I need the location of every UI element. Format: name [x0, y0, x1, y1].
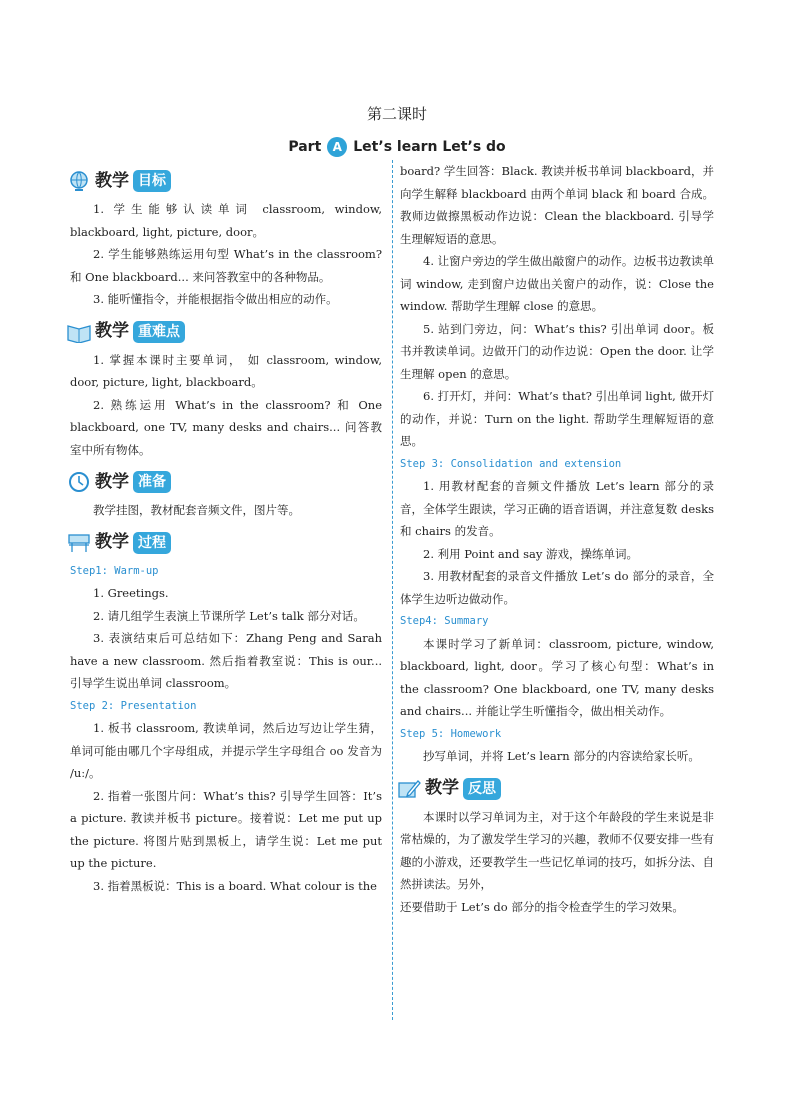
section-process-t1: 教学 — [95, 532, 129, 553]
section-prep-heading — [66, 465, 382, 499]
pencil-note-icon — [396, 776, 422, 802]
step2-item: 1. 板书 classroom, 教读单词，然后边写边让学生猜，单词可能由哪几个字母组成，并提示学生字母组合 oo 发音为 /uː/。 — [70, 721, 382, 780]
goal-item: 3. 能听懂指令，并能根据指令做出相应的动作。 — [93, 292, 338, 306]
book-icon — [66, 319, 92, 345]
section-reflection-t1: 教学 — [425, 778, 459, 799]
difficulty-item: 2. 熟练运用 What’s in the classroom? 和 One blackboard, one TV, many desks and chairs... 问答教室中所有物体。 — [70, 397, 382, 457]
section-prep-t1: 教学 — [95, 471, 129, 492]
desk-icon — [66, 530, 92, 556]
section-process-heading — [66, 526, 382, 560]
step3-item: 3. 用教材配套的录音文件播放 Let’s do 部分的录音，全体学生边听边做动作。 — [400, 569, 714, 606]
section-reflection-t2: 反思 — [463, 778, 501, 800]
part-subtitle — [0, 137, 794, 157]
part-title: Let’s learn Let’s do — [353, 139, 506, 155]
step3-item: 1. 用教材配套的音频文件播放 Let’s learn 部分的录音，全体学生跟读，学习正确的语音语调，并注意复数 desks 和 chairs 的发音。 — [400, 479, 714, 538]
part-badge: A — [327, 137, 347, 157]
step2-item: 4. 让窗户旁边的学生做出敲窗户的动作。边板书边教读单词 window, 走到窗户边做出关窗户的动作，说：Close the window. 帮助学生理解 close 的意思。 — [400, 254, 714, 313]
clock-icon — [66, 469, 92, 495]
section-difficulty-heading — [66, 315, 382, 349]
step1-item: 1. Greetings. — [93, 586, 169, 600]
section-goals-t1: 教学 — [95, 170, 129, 191]
prep-text: 教学挂图，教材配套音频文件，图片等。 — [93, 503, 300, 517]
right-column — [400, 160, 714, 918]
reflection-text: 本课时以学习单词为主，对于这个年龄段的学生来说是非常枯燥的，为了激发学生学习的兴趣，教师不仅要安排一些有趣的小游戏，还要教学生一些记忆单词的技巧，如拆分法、自然拼读法。另外， — [400, 809, 714, 891]
step4-text: 本课时学习了新单词：classroom, picture, window, blackboard, light, door。学习了核心句型：What’s in the classroom? One blackboard, one TV, many desks and chairs... 并能让学生听懂指令，做出相关动作。 — [400, 636, 714, 718]
section-prep-t2: 准备 — [133, 471, 171, 493]
column-divider — [392, 160, 393, 1020]
step3-item: 2. 利用 Point and say 游戏，操练单词。 — [423, 546, 639, 561]
part-label: Part — [288, 139, 322, 155]
step5-text: 抄写单词，并将 Let’s learn 部分的内容读给家长听。 — [423, 749, 700, 763]
section-reflection-heading — [396, 772, 714, 806]
section-goals-t2: 目标 — [133, 170, 171, 192]
globe-icon — [66, 168, 92, 194]
page-title: 第二课时 — [366, 105, 427, 123]
left-column — [70, 160, 382, 897]
reflection-text-end: 还要借助于 Let’s do 部分的指令检查学生的学习效果。 — [400, 899, 684, 914]
step2-item: 2. 指着一张图片问：What’s this? 引导学生回答：It’s a picture. 教读并板书 picture。接着说：Let me put up the picture. 将图片贴到黑板上，请学生说：Let me put up the picture. — [70, 788, 382, 870]
step2-item: 5. 站到门旁边，问：What’s this? 引出单词 door。板书并教读单词。边做开门的动作边说：Open the door. 让学生理解 open 的意思。 — [400, 321, 714, 381]
goal-item: 1. 学生能够认读单词 classroom, window, blackboard, light, picture, door。 — [70, 202, 382, 239]
step1-item: 3. 表演结束后可总结如下：Zhang Peng and Sarah have a new classroom. 然后指着教室说：This is our... 引导学生说出单词 classroom。 — [70, 631, 382, 690]
section-goals-heading — [66, 164, 382, 198]
step1-heading: Step1: Warm-up — [70, 564, 159, 577]
step1-item: 2. 请几组学生表演上节课所学 Let’s talk 部分对话。 — [93, 608, 365, 623]
step4-heading: Step4: Summary — [400, 615, 489, 627]
step5-heading: Step 5: Homework — [400, 727, 502, 740]
difficulty-item: 1. 掌握本课时主要单词， 如 classroom, window, door, picture, light, blackboard。 — [70, 352, 382, 389]
step2-item: 6. 打开灯，并问：What’s that? 引出单词 light, 做开灯的动作，并说：Turn on the light. 帮助学生理解短语的意思。 — [400, 389, 714, 448]
section-process-t2: 过程 — [133, 532, 171, 554]
step2-item: 3. 指着黑板说：This is a board. What colour is the — [93, 878, 377, 893]
step2-continued: board? 学生回答：Black. 教读并板书单词 blackboard，并向学生解释 blackboard 由两个单词 black 和 board 合成。教师边做擦黑板动作边说：Clean the blackboard. 引导学生理解短语的意思。 — [400, 164, 714, 246]
goal-item: 2. 学生能够熟练运用句型 What’s in the classroom? 和 One blackboard... 来问答教室中的各种物品。 — [70, 247, 382, 284]
section-difficulty-t2: 重难点 — [133, 321, 185, 343]
step3-heading: Step 3: Consolidation and extension — [400, 457, 622, 470]
step2-heading: Step 2: Presentation — [70, 699, 197, 712]
section-difficulty-t1: 教学 — [95, 321, 129, 342]
